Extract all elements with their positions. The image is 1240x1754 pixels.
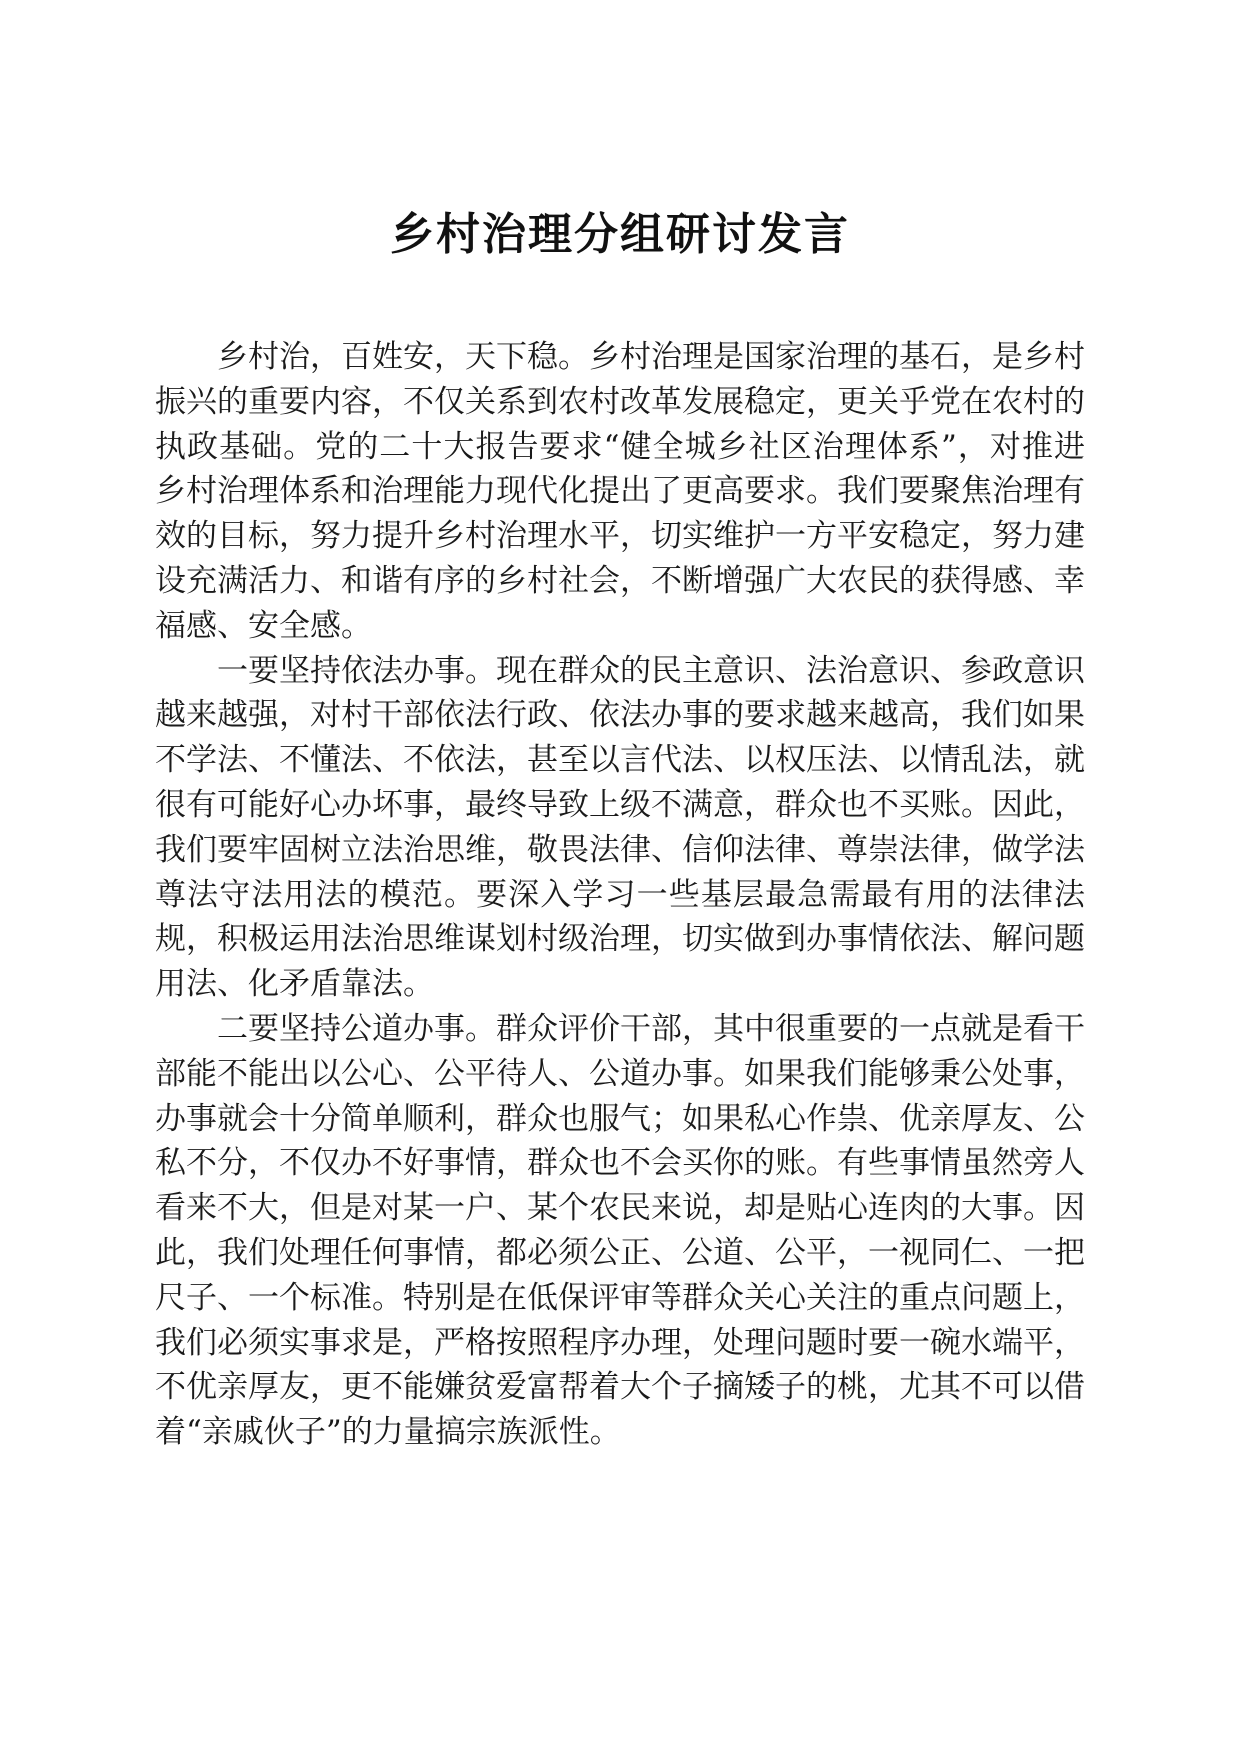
document-body	[155, 335, 1085, 1455]
paragraph-rule-of-law: 一要坚持依法办事。现在群众的民主意识、法治意识、参政意识越来越强，对村干部依法行政、依法办事的要求越来越高，我们如果不学法、不懂法、不依法，甚至以言代法、以权压法、以情乱法，就很有可能好心办坏事，最终导致上级不满意，群众也不买账。因此，我们要牢固树立法治思维，敬畏法律、信仰法律、尊崇法律，做学法尊法守法用法的模范。要深入学习一些基层最急需最有用的法律法规，积极运用法治思维谋划村级治理，切实做到办事情依法、解问题用法、化矛盾靠法。	[155, 652, 1085, 1003]
paragraph-fairness: 二要坚持公道办事。群众评价干部，其中很重要的一点就是看干部能不能出以公心、公平待人、公道办事。如果我们能够秉公处事，办事就会十分简单顺利，群众也服气；如果私心作祟、优亲厚友、公私不分，不仅办不好事情，群众也不会买你的账。有些事情虽然旁人看来不大，但是对某一户、某个农民来说，却是贴心连肉的大事。因此，我们处理任何事情，都必须公正、公道、公平，一视同仁、一把尺子、一个标准。特别是在低保评审等群众关心关注的重点问题上，我们必须实事求是，严格按照程序办理，处理问题时要一碗水端平，不优亲厚友，更不能嫌贫爱富帮着大个子摘矮子的桃，尤其不可以借着“亲戚伙子”的力量搞宗族派性。	[155, 1010, 1085, 1451]
document-title: 乡村治理分组研讨发言	[390, 209, 850, 260]
paragraph-intro: 乡村治，百姓安，天下稳。乡村治理是国家治理的基石，是乡村振兴的重要内容，不仅关系到农村改革发展稳定，更关乎党在农村的执政基础。党的二十大报告要求“健全城乡社区治理体系”，对推进乡村治理体系和治理能力现代化提出了更高要求。我们要聚焦治理有效的目标，努力提升乡村治理水平，切实维护一方平安稳定，努力建设充满活力、和谐有序的乡村社会，不断增强广大农民的获得感、幸福感、安全感。	[155, 339, 1085, 644]
